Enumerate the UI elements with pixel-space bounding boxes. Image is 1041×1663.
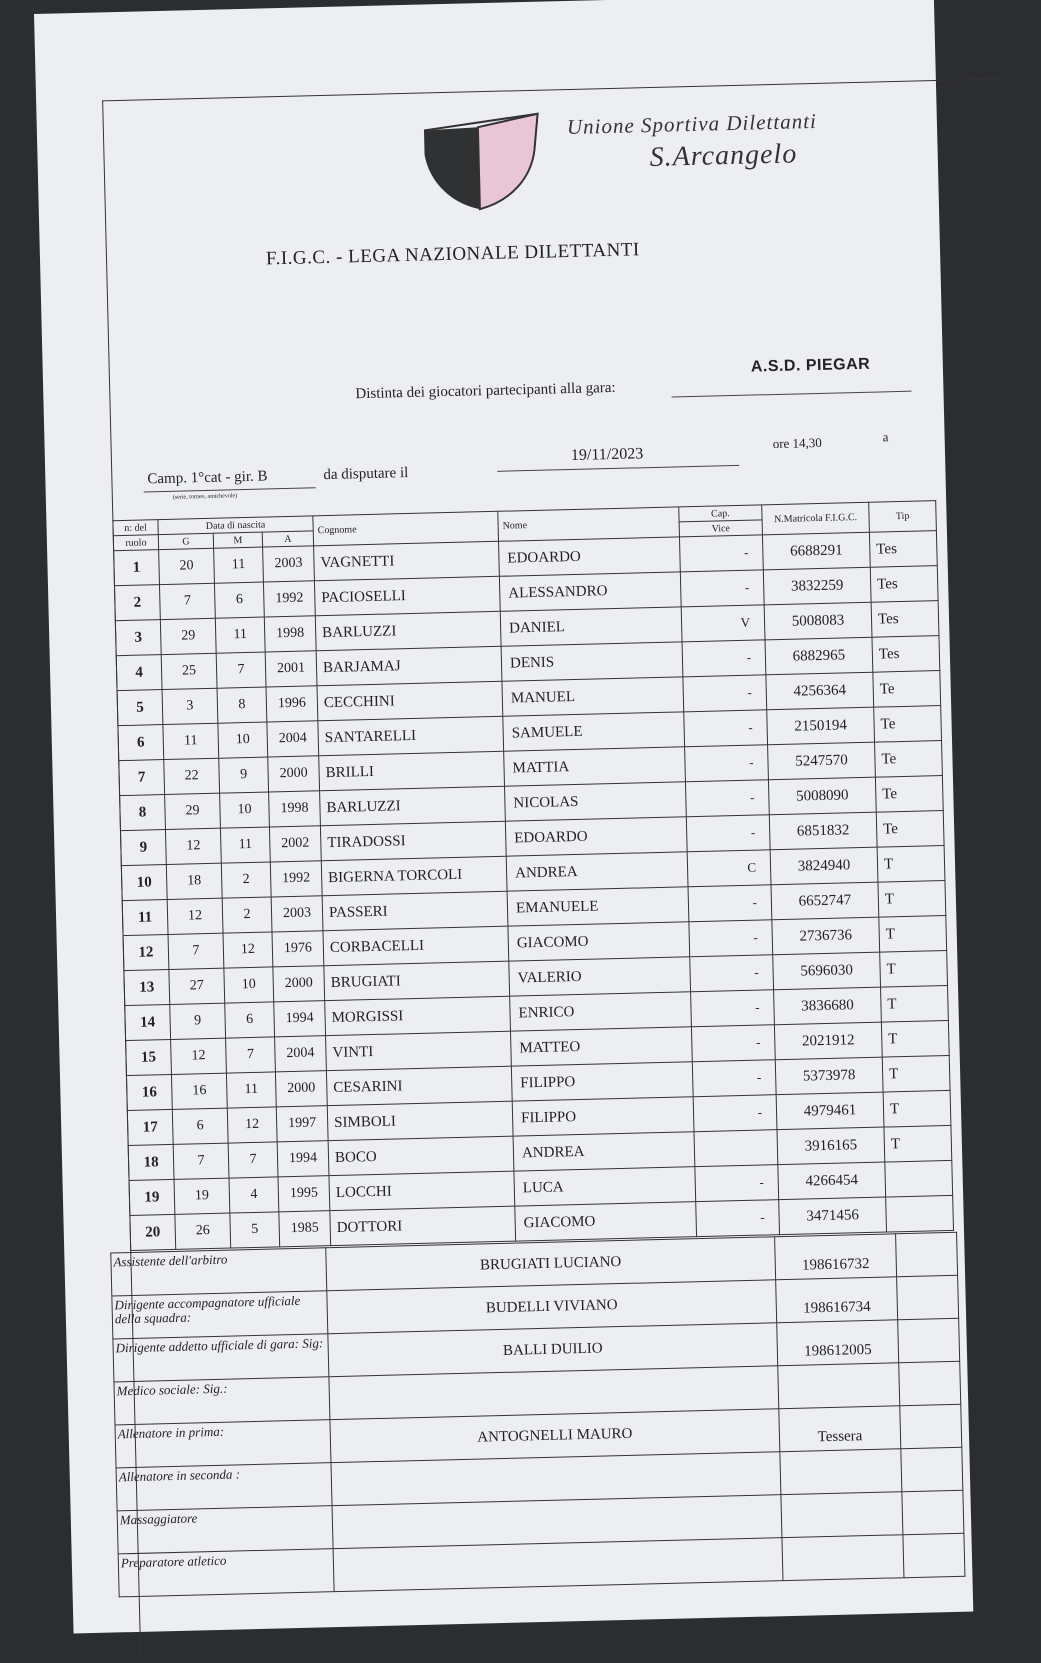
birth-day: 26 bbox=[175, 1213, 231, 1249]
player-number: 17 bbox=[127, 1109, 173, 1145]
staff-role-label: Allenatore in prima: bbox=[115, 1420, 331, 1468]
birth-year: 1976 bbox=[272, 931, 324, 967]
staff-code: Tessera bbox=[779, 1406, 901, 1452]
captain-mark: - bbox=[684, 710, 768, 747]
birth-year: 2003 bbox=[271, 896, 323, 932]
captain-mark: - bbox=[683, 675, 767, 712]
birth-year: 1997 bbox=[276, 1106, 328, 1142]
player-name: MANUEL bbox=[502, 677, 684, 716]
da-disputare-label: da disputare il bbox=[323, 464, 409, 484]
staff-role-label: Allenatore in seconda : bbox=[116, 1463, 332, 1511]
captain-mark: C bbox=[687, 850, 771, 887]
birth-month: 6 bbox=[214, 582, 264, 618]
birth-year: 2001 bbox=[265, 651, 317, 687]
birth-month: 10 bbox=[224, 967, 274, 1003]
staff-extra-cell bbox=[903, 1533, 965, 1577]
birth-month: 5 bbox=[230, 1212, 280, 1248]
opponent-team: A.S.D. PIEGAR bbox=[750, 355, 871, 376]
registration-number: 5008090 bbox=[768, 777, 876, 815]
player-name: GIACOMO bbox=[515, 1202, 697, 1241]
birth-day: 25 bbox=[161, 653, 217, 689]
card-type: Tes bbox=[870, 566, 938, 603]
birth-day: 6 bbox=[172, 1108, 228, 1144]
player-number: 5 bbox=[117, 690, 163, 726]
player-surname: TIRADOSSI bbox=[320, 821, 506, 861]
registration-number: 6882965 bbox=[765, 637, 873, 675]
players-table bbox=[112, 500, 954, 1251]
card-type: Te bbox=[873, 671, 941, 708]
player-surname: CORBACELLI bbox=[323, 926, 509, 966]
venue-label: a bbox=[882, 429, 889, 445]
staff-role-label: Dirigente accompagnatore ufficiale della squadra: bbox=[112, 1291, 328, 1339]
player-name: VALERIO bbox=[509, 957, 691, 996]
player-number: 19 bbox=[129, 1179, 175, 1215]
captain-mark: - bbox=[690, 955, 774, 992]
staff-extra-cell bbox=[897, 1275, 959, 1319]
birth-day: 11 bbox=[163, 723, 219, 759]
player-surname: SANTARELLI bbox=[318, 716, 504, 756]
birth-year: 1994 bbox=[277, 1141, 329, 1177]
player-number: 8 bbox=[120, 795, 166, 831]
registration-number: 3832259 bbox=[763, 567, 871, 605]
player-surname: SIMBOLI bbox=[327, 1101, 513, 1141]
birth-year: 1985 bbox=[279, 1211, 331, 1247]
birth-month: 12 bbox=[227, 1107, 277, 1143]
player-surname: VAGNETTI bbox=[314, 541, 500, 581]
birth-day: 12 bbox=[171, 1038, 227, 1074]
header-ruolo: ruolo bbox=[113, 535, 158, 551]
header-cap: Cap. bbox=[679, 505, 762, 522]
registration-number: 6688291 bbox=[762, 532, 870, 570]
birth-day: 7 bbox=[159, 583, 215, 619]
card-type: Te bbox=[875, 776, 943, 813]
club-name-line2: S.Arcangelo bbox=[649, 138, 798, 173]
birth-day: 16 bbox=[171, 1073, 227, 1109]
birth-day: 20 bbox=[159, 548, 215, 584]
staff-extra-cell bbox=[902, 1490, 964, 1534]
registration-number: 3824940 bbox=[770, 847, 878, 885]
captain-mark: - bbox=[688, 885, 772, 922]
player-number: 13 bbox=[124, 969, 170, 1005]
birth-day: 7 bbox=[168, 933, 224, 969]
birth-day: 9 bbox=[170, 1003, 226, 1039]
player-surname: BARLUZZI bbox=[320, 786, 506, 826]
registration-number: 2021912 bbox=[774, 1022, 882, 1060]
header-a: A bbox=[262, 531, 313, 547]
player-number: 16 bbox=[126, 1074, 172, 1110]
birth-month: 4 bbox=[229, 1177, 279, 1213]
staff-code bbox=[780, 1449, 902, 1495]
birth-year: 1998 bbox=[269, 791, 321, 827]
header-g: G bbox=[158, 533, 213, 549]
birth-month: 10 bbox=[220, 792, 270, 828]
birth-year: 2003 bbox=[263, 546, 315, 582]
staff-role-label: Preparatore atletico bbox=[118, 1549, 334, 1597]
staff-role-label: Dirigente addetto ufficiale di gara: Sig: bbox=[113, 1334, 329, 1382]
birth-day: 22 bbox=[164, 758, 220, 794]
registration-number: 6851832 bbox=[769, 812, 877, 850]
birth-month: 2 bbox=[221, 862, 271, 898]
card-type: Tes bbox=[869, 531, 937, 568]
card-type: T bbox=[877, 846, 945, 883]
birth-day: 19 bbox=[174, 1178, 230, 1214]
staff-name: BRUGIATI LUCIANO bbox=[326, 1237, 776, 1291]
registration-number: 3836680 bbox=[774, 987, 882, 1025]
birth-month: 2 bbox=[222, 897, 272, 933]
staff-role-label: Medico sociale: Sig.: bbox=[114, 1377, 330, 1425]
card-type: Tes bbox=[872, 636, 940, 673]
player-name: ANDREA bbox=[513, 1132, 695, 1171]
registration-number: 5373978 bbox=[775, 1057, 883, 1095]
player-surname: LOCCHI bbox=[329, 1171, 515, 1211]
player-name: SAMUELE bbox=[503, 712, 685, 751]
player-surname: BRUGIATI bbox=[324, 961, 510, 1001]
competition: Camp. 1°cat - gir. B bbox=[147, 468, 268, 488]
header-nome: Nome bbox=[498, 507, 680, 541]
staff-extra-cell bbox=[899, 1361, 961, 1405]
player-surname: BARJAMAJ bbox=[316, 646, 502, 686]
birth-year: 1994 bbox=[274, 1001, 326, 1037]
birth-day: 27 bbox=[169, 968, 225, 1004]
registration-number: 3916165 bbox=[777, 1127, 885, 1165]
player-number: 6 bbox=[118, 725, 164, 761]
captain-mark: - bbox=[693, 1095, 777, 1132]
player-surname: PASSERI bbox=[322, 891, 508, 931]
birth-month: 11 bbox=[215, 617, 265, 653]
captain-mark: - bbox=[679, 535, 763, 572]
player-number: 20 bbox=[130, 1214, 176, 1250]
birth-year: 1992 bbox=[270, 861, 322, 897]
player-name: MATTIA bbox=[504, 747, 686, 786]
staff-role-label: Assistente dell'arbitro bbox=[111, 1248, 327, 1296]
registration-number: 4979461 bbox=[776, 1092, 884, 1130]
header-cognome: Cognome bbox=[313, 511, 499, 546]
registration-number: 5008083 bbox=[764, 602, 872, 640]
birth-year: 2004 bbox=[275, 1036, 327, 1072]
club-name-line1: Unione Sportiva Dilettanti bbox=[566, 108, 818, 140]
player-name: ENRICO bbox=[510, 992, 692, 1031]
player-name: FILIPPO bbox=[511, 1062, 693, 1101]
birth-day: 29 bbox=[165, 793, 221, 829]
captain-mark: - bbox=[686, 815, 770, 852]
birth-year: 2000 bbox=[275, 1071, 327, 1107]
player-surname: PACIOSELLI bbox=[314, 576, 500, 616]
registration-number: 4256364 bbox=[766, 672, 874, 710]
birth-month: 7 bbox=[226, 1037, 276, 1073]
captain-mark: - bbox=[689, 920, 773, 957]
card-type: T bbox=[883, 1090, 951, 1127]
staff-code bbox=[782, 1535, 904, 1581]
player-surname: BIGERNA TORCOLI bbox=[321, 856, 507, 896]
player-surname: BOCO bbox=[328, 1136, 514, 1176]
birth-day: 18 bbox=[166, 863, 222, 899]
player-name: DANIEL bbox=[500, 607, 682, 646]
birth-day: 12 bbox=[165, 828, 221, 864]
registration-number: 2150194 bbox=[767, 707, 875, 745]
player-surname: BARLUZZI bbox=[315, 611, 501, 651]
player-surname: DOTTORI bbox=[330, 1206, 516, 1246]
card-type: Tes bbox=[871, 601, 939, 638]
document-sheet bbox=[34, 0, 973, 1634]
captain-mark: - bbox=[682, 640, 766, 677]
player-surname: VINTI bbox=[326, 1031, 512, 1071]
captain-mark: - bbox=[695, 1165, 779, 1202]
staff-name: BALLI DUILIO bbox=[328, 1323, 778, 1377]
birth-year: 2002 bbox=[269, 826, 321, 862]
player-number: 2 bbox=[114, 585, 160, 621]
player-name: LUCA bbox=[514, 1167, 696, 1206]
player-number: 15 bbox=[126, 1039, 172, 1075]
player-name: EMANUELE bbox=[507, 887, 689, 926]
player-number: 1 bbox=[114, 550, 160, 586]
match-date: 19/11/2023 bbox=[570, 445, 644, 465]
header-vice: Vice bbox=[679, 520, 762, 537]
player-number: 3 bbox=[115, 620, 161, 656]
card-type: T bbox=[880, 950, 948, 987]
player-name: EDOARDO bbox=[499, 537, 681, 576]
captain-mark: - bbox=[692, 1060, 776, 1097]
player-name: MATTEO bbox=[510, 1027, 692, 1066]
player-surname: MORGISSI bbox=[325, 996, 511, 1036]
staff-extra-cell bbox=[901, 1447, 963, 1491]
card-type bbox=[886, 1195, 954, 1232]
player-number: 4 bbox=[116, 655, 162, 691]
header-tipo: Tip bbox=[869, 501, 937, 533]
card-type: T bbox=[879, 915, 947, 952]
staff-extra-cell bbox=[898, 1318, 960, 1362]
player-name: NICOLAS bbox=[505, 782, 687, 821]
staff-extra-cell bbox=[900, 1404, 962, 1448]
birth-month: 11 bbox=[226, 1072, 276, 1108]
birth-day: 12 bbox=[167, 898, 223, 934]
registration-number: 5696030 bbox=[773, 952, 881, 990]
birth-month: 8 bbox=[217, 687, 267, 723]
player-number: 10 bbox=[121, 865, 167, 901]
player-name: ALESSANDRO bbox=[499, 572, 681, 611]
player-number: 11 bbox=[122, 900, 168, 936]
staff-name: ANTOGNELLI MAURO bbox=[330, 1409, 780, 1463]
card-type: Te bbox=[875, 741, 943, 778]
card-type: T bbox=[881, 985, 949, 1022]
birth-year: 1992 bbox=[263, 581, 315, 617]
staff-code: 198616734 bbox=[776, 1277, 898, 1323]
player-name: DENIS bbox=[501, 642, 683, 681]
card-type: Te bbox=[876, 811, 944, 848]
registration-number: 4266454 bbox=[778, 1162, 886, 1200]
birth-year: 2004 bbox=[267, 721, 319, 757]
player-number: 18 bbox=[128, 1144, 174, 1180]
captain-mark bbox=[694, 1130, 778, 1167]
federation-title: F.I.G.C. - LEGA NAZIONALE DILETTANTI bbox=[265, 239, 640, 270]
birth-day: 3 bbox=[162, 688, 218, 724]
birth-year: 1995 bbox=[278, 1176, 330, 1212]
staff-table bbox=[110, 1232, 965, 1598]
club-shield-logo bbox=[422, 114, 542, 213]
card-type: T bbox=[878, 881, 946, 918]
captain-mark: - bbox=[696, 1200, 780, 1237]
birth-month: 9 bbox=[219, 757, 269, 793]
birth-month: 11 bbox=[220, 827, 270, 863]
captain-mark: V bbox=[681, 605, 765, 642]
player-number: 12 bbox=[123, 935, 169, 971]
player-name: ANDREA bbox=[506, 852, 688, 891]
player-number: 14 bbox=[125, 1004, 171, 1040]
card-type: T bbox=[881, 1020, 949, 1057]
header-birthdate: Data di nascita bbox=[158, 516, 313, 535]
birth-month: 7 bbox=[228, 1142, 278, 1178]
captain-mark: - bbox=[685, 780, 769, 817]
header-m: M bbox=[213, 532, 262, 548]
header-ndel: n: del bbox=[113, 520, 158, 536]
staff-code: 198612005 bbox=[777, 1320, 899, 1366]
birth-month: 10 bbox=[218, 722, 268, 758]
birth-year: 2000 bbox=[268, 756, 320, 792]
staff-role-label: Massaggiatore bbox=[117, 1506, 333, 1554]
birth-month: 12 bbox=[223, 932, 273, 968]
card-type: Te bbox=[874, 706, 942, 743]
birth-month: 7 bbox=[216, 652, 266, 688]
registration-number: 6652747 bbox=[771, 882, 879, 920]
staff-code bbox=[778, 1363, 900, 1409]
card-type: T bbox=[882, 1055, 950, 1092]
card-type bbox=[885, 1160, 953, 1197]
birth-month: 6 bbox=[225, 1002, 275, 1038]
staff-extra-cell bbox=[896, 1232, 958, 1276]
birth-day: 7 bbox=[173, 1143, 229, 1179]
player-number: 7 bbox=[119, 760, 165, 796]
header-matricola: N.Matricola F.I.G.C. bbox=[762, 502, 870, 535]
player-surname: BRILLI bbox=[319, 751, 505, 791]
player-number: 9 bbox=[120, 830, 166, 866]
birth-year: 2000 bbox=[273, 966, 325, 1002]
captain-mark: - bbox=[680, 570, 764, 607]
registration-number: 3471456 bbox=[779, 1197, 887, 1235]
match-time: ore 14,30 bbox=[772, 434, 822, 452]
player-name: FILIPPO bbox=[512, 1097, 694, 1136]
captain-mark: - bbox=[685, 745, 769, 782]
birth-year: 1998 bbox=[264, 616, 316, 652]
distinta-label: Distinta dei giocatori partecipanti alla gara: bbox=[355, 379, 616, 403]
player-name: EDOARDO bbox=[505, 817, 687, 856]
staff-code bbox=[781, 1492, 903, 1538]
birth-year: 1996 bbox=[266, 686, 318, 722]
captain-mark: - bbox=[691, 990, 775, 1027]
registration-number: 5247570 bbox=[768, 742, 876, 780]
player-surname: CECCHINI bbox=[317, 681, 503, 721]
registration-number: 2736736 bbox=[772, 917, 880, 955]
birth-day: 29 bbox=[160, 618, 216, 654]
staff-code: 198616732 bbox=[775, 1234, 897, 1280]
competition-note: (serie, torneo, amichevole) bbox=[172, 493, 238, 501]
staff-name: BUDELLI VIVIANO bbox=[327, 1280, 777, 1334]
card-type: T bbox=[884, 1125, 952, 1162]
captain-mark: - bbox=[691, 1025, 775, 1062]
birth-month: 11 bbox=[214, 547, 264, 583]
player-name: GIACOMO bbox=[508, 922, 690, 961]
player-surname: CESARINI bbox=[326, 1066, 512, 1106]
